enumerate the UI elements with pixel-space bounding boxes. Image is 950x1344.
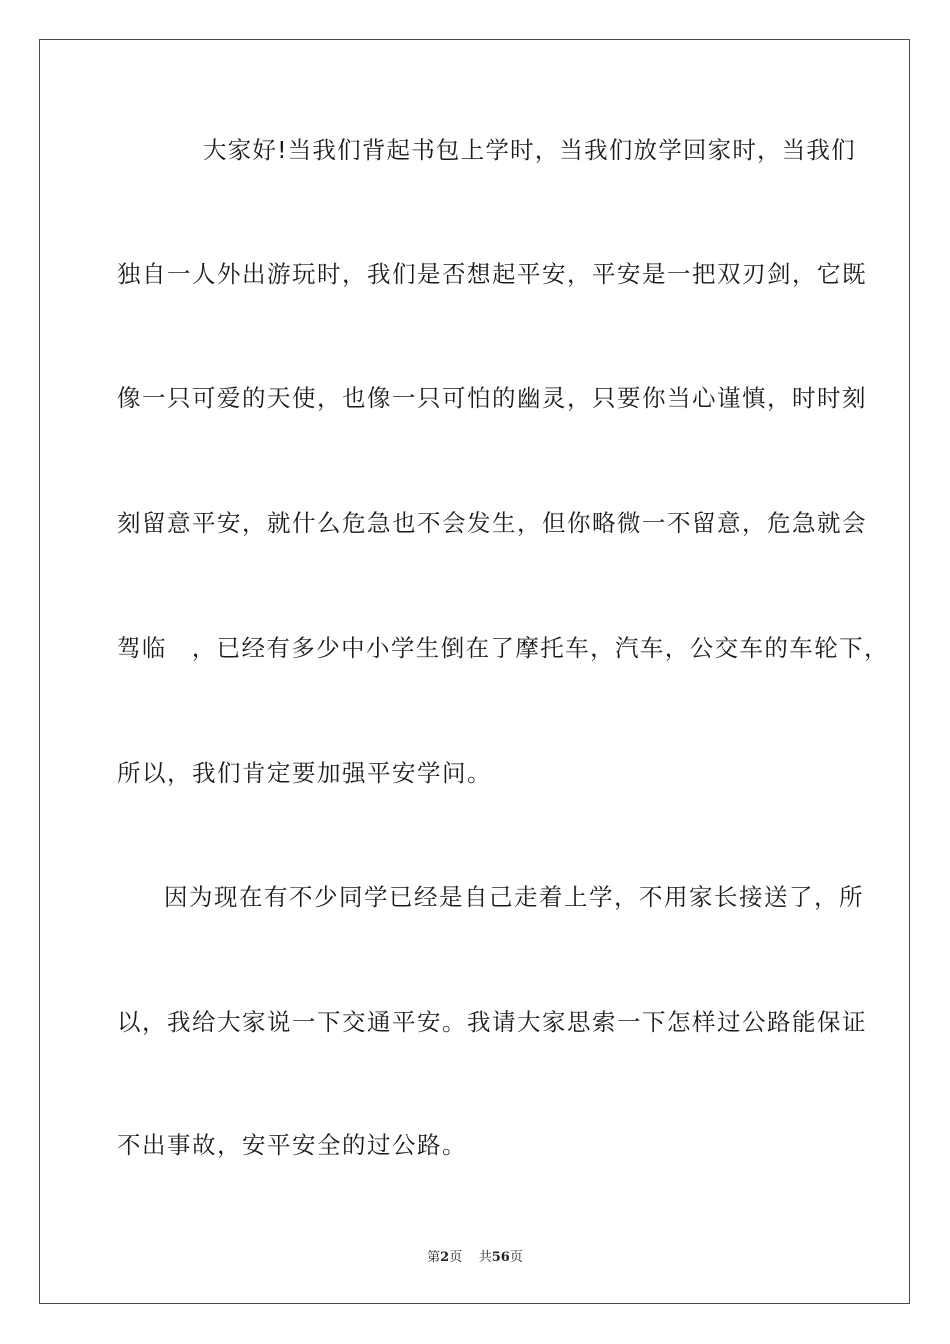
text-line-5: 驾临 ，已经有多少中小学生倒在了摩托车，汽车，公交车的车轮下， [117, 634, 889, 662]
text-line-9: 不出事故，安平安全的过公路。 [117, 1131, 467, 1159]
page-suffix: 页 [449, 1250, 463, 1265]
text-line-2: 独自一人外出游玩时，我们是否想起平安，平安是一把双刃剑，它既 [117, 260, 867, 288]
text-line-4: 刻留意平安，就什么危急也不会发生，但你略微一不留意，危急就会 [117, 509, 867, 537]
text-line-3: 像一只可爱的天使，也像一只可怕的幽灵，只要你当心谨慎，时时刻 [117, 384, 867, 412]
page-frame [39, 39, 910, 1304]
page-footer [0, 1250, 950, 1266]
text-line-8: 以，我给大家说一下交通平安。我请大家思索一下怎样过公路能保证 [117, 1008, 867, 1036]
page-number: 2 [440, 1250, 450, 1265]
total-suffix: 页 [509, 1250, 523, 1265]
text-line-6: 所以，我们肯定要加强平安学问。 [117, 759, 492, 787]
text-line-1: 大家好!当我们背起书包上学时，当我们放学回家时，当我们 [203, 136, 856, 164]
page-prefix: 第 [427, 1250, 441, 1265]
total-pages: 56 [491, 1250, 510, 1265]
total-prefix: 共 [478, 1250, 492, 1265]
text-line-7: 因为现在有不少同学已经是自己走着上学，不用家长接送了，所 [164, 883, 864, 911]
